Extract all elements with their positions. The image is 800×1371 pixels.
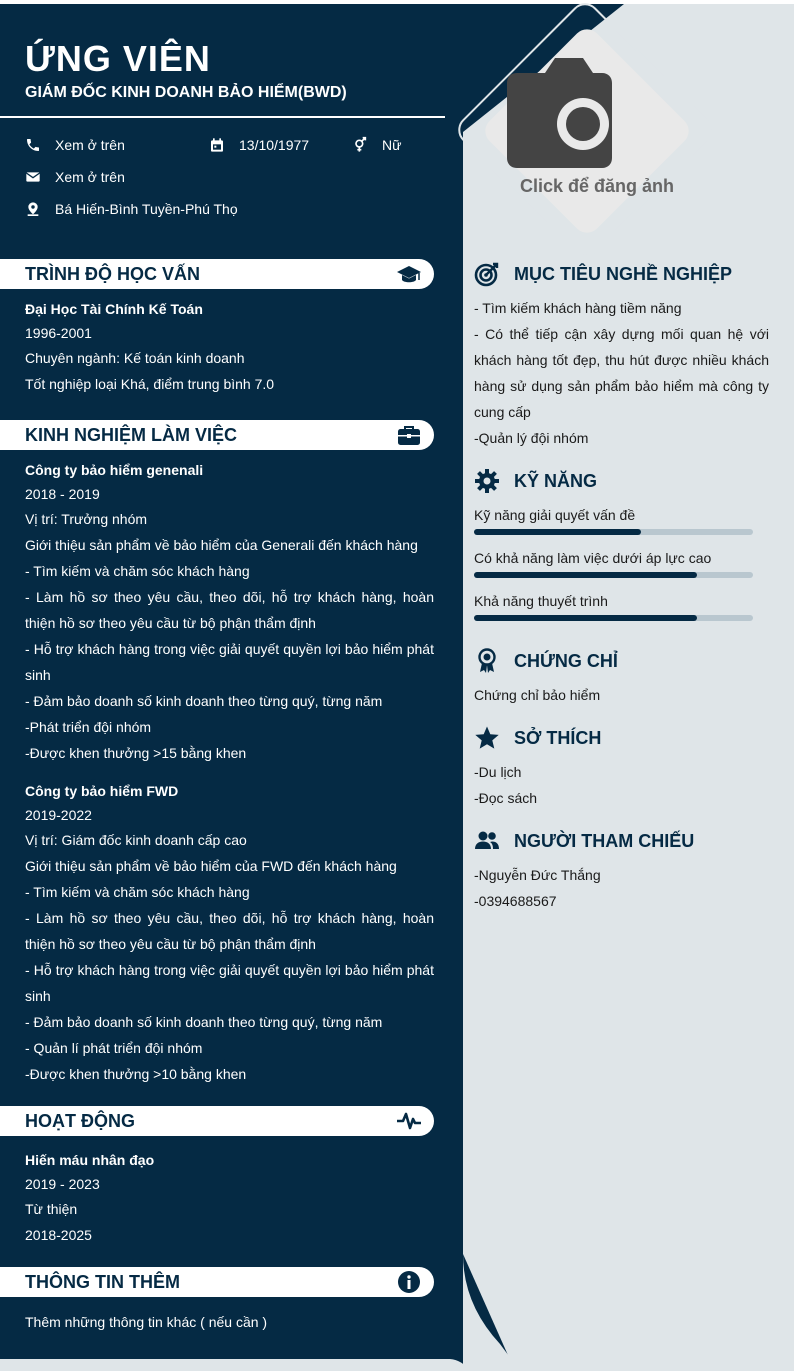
skill-name: Kỹ năng giải quyết vấn đề — [474, 507, 636, 523]
job-line: - Hỗ trợ khách hàng trong việc giải quyết quyền lợi bảo hiểm phát sinh — [25, 641, 434, 683]
gender-value: Nữ — [382, 137, 402, 153]
activity-item-years: 2018-2025 — [25, 1227, 92, 1243]
email-value: Xem ở trên — [55, 169, 125, 185]
pulse-icon — [396, 1109, 422, 1133]
hobbies-title: SỞ THÍCH — [514, 727, 602, 748]
job-line: Giới thiệu sản phẩm về bảo hiểm của FWD đến khách hàng — [25, 858, 397, 874]
hobby-item: -Du lịch — [474, 764, 522, 780]
education-years: 1996-2001 — [25, 325, 92, 341]
job-position: Vị trí: Trưởng nhóm — [25, 511, 148, 527]
certificates-header — [474, 648, 618, 674]
info-icon — [396, 1270, 422, 1294]
skill-name: Khả năng thuyết trình — [474, 593, 608, 609]
activity-item: Từ thiện — [25, 1201, 78, 1217]
award-icon — [474, 648, 500, 674]
photo-caption[interactable]: Click để đăng ảnh — [520, 176, 675, 196]
skill-bar — [474, 529, 753, 535]
skill-bar — [474, 572, 753, 578]
birthdate-value: 13/10/1977 — [239, 137, 310, 153]
job-line: -Được khen thưởng >15 bằng khen — [25, 745, 247, 761]
candidate-name: ỨNG VIÊN — [25, 38, 211, 79]
certificates-title: CHỨNG CHỈ — [514, 650, 618, 671]
job-line: -Phát triển đội nhóm — [25, 719, 152, 735]
gender-icon — [352, 137, 368, 153]
additional-header — [0, 1267, 434, 1297]
header-divider — [0, 116, 445, 118]
contact-address — [25, 201, 238, 217]
cv-page — [0, 4, 794, 1371]
experience-header — [0, 420, 434, 450]
users-icon — [474, 828, 500, 854]
skill-name: Có khả năng làm việc dưới áp lực cao — [474, 550, 712, 566]
objective-line: -Quản lý đội nhóm — [474, 430, 589, 446]
activity-name: Hiến máu nhân đạo — [25, 1152, 155, 1168]
camera-icon — [507, 58, 612, 168]
objective-line: - Có thể tiếp cận xây dựng mối quan hệ với khách hàng tốt đẹp, thu hút được nhiều khách hàng sử dụng sản phẩm bảo hiểm mà công ty cung cấp — [474, 326, 769, 420]
hobbies-header — [474, 725, 601, 751]
job-line: - Làm hồ sơ theo yêu cầu, theo dõi, hỗ trợ khách hàng, hoàn thiện hồ sơ theo yêu cầu từ bộ phận thẩm định — [25, 589, 434, 631]
avatar-upload[interactable] — [480, 24, 694, 238]
skills-title: KỸ NĂNG — [514, 470, 598, 491]
job-description — [25, 532, 434, 766]
job-line: - Đảm bảo doanh số kinh doanh theo từng quý, từng năm — [25, 693, 383, 709]
skills-header — [474, 468, 597, 494]
contact-birthdate — [209, 137, 309, 153]
objective-title: MỤC TIÊU NGHỀ NGHIỆP — [514, 263, 733, 284]
address-value: Bá Hiến-Bình Tuyền-Phú Thọ — [55, 201, 238, 217]
job-line: Giới thiệu sản phẩm về bảo hiểm của Generali đến khách hàng — [25, 537, 418, 553]
job-company: Công ty bảo hiểm genenali — [25, 462, 204, 478]
job-company: Công ty bảo hiểm FWD — [25, 783, 179, 799]
contact-phone — [25, 137, 125, 153]
references-title: NGƯỜI THAM CHIẾU — [514, 830, 695, 851]
references-header — [474, 828, 694, 854]
job-line: - Đảm bảo doanh số kinh doanh theo từng quý, từng năm — [25, 1014, 383, 1030]
job-years: 2019-2022 — [25, 807, 92, 823]
job-line: - Tìm kiếm và chăm sóc khách hàng — [25, 884, 250, 900]
graduation-cap-icon — [396, 262, 422, 286]
activity-years: 2019 - 2023 — [25, 1176, 100, 1192]
objective-header — [474, 261, 732, 287]
briefcase-icon — [396, 423, 422, 447]
star-icon — [474, 725, 500, 751]
gear-icon — [474, 468, 500, 494]
calendar-icon — [209, 137, 225, 153]
photo-placeholder — [480, 24, 694, 238]
contact-email — [25, 169, 125, 185]
target-icon — [474, 261, 500, 287]
job-line: - Quản lí phát triển đội nhóm — [25, 1040, 203, 1056]
job-line: - Tìm kiếm và chăm sóc khách hàng — [25, 563, 250, 579]
experience-title: KINH NGHIỆM LÀM VIỆC — [25, 425, 238, 445]
job-description — [25, 853, 434, 1087]
job-line: -Được khen thưởng >10 bằng khen — [25, 1066, 247, 1082]
education-grade: Tốt nghiệp loại Khá, điểm trung bình 7.0 — [25, 376, 275, 392]
education-major: Chuyên ngành: Kế toán kinh doanh — [25, 350, 245, 366]
skill-bar-fill — [474, 572, 697, 578]
skill-bar-fill — [474, 615, 697, 621]
objective-line: - Tìm kiếm khách hàng tiềm năng — [474, 300, 682, 316]
job-position: Vị trí: Giám đốc kinh doanh cấp cao — [25, 832, 247, 848]
job-line: - Làm hồ sơ theo yêu cầu, theo dõi, hỗ trợ khách hàng, hoàn thiện hồ sơ theo yêu cầu từ bộ phận thẩm định — [25, 910, 434, 952]
location-icon — [25, 201, 41, 217]
job-line: - Hỗ trợ khách hàng trong việc giải quyết quyền lợi bảo hiểm phát sinh — [25, 962, 434, 1004]
education-school: Đại Học Tài Chính Kế Toán — [25, 301, 203, 317]
job-years: 2018 - 2019 — [25, 486, 100, 502]
phone-value: Xem ở trên — [55, 137, 125, 153]
email-icon — [25, 169, 41, 185]
job-title: GIÁM ĐỐC KINH DOANH BẢO HIỂM(BWD) — [25, 84, 347, 101]
certificate-item: Chứng chỉ bảo hiểm — [474, 687, 601, 703]
education-title: TRÌNH ĐỘ HỌC VẤN — [25, 264, 200, 284]
hobby-item: -Đọc sách — [474, 790, 538, 806]
reference-phone: -0394688567 — [474, 893, 557, 909]
additional-text: Thêm những thông tin khác ( nếu cần ) — [25, 1314, 268, 1330]
additional-title: THÔNG TIN THÊM — [25, 1272, 180, 1292]
activities-header — [0, 1106, 434, 1136]
phone-icon — [25, 137, 41, 153]
skill-bar — [474, 615, 753, 621]
reference-name: -Nguyễn Đức Thắng — [474, 867, 601, 883]
education-header — [0, 259, 434, 289]
skill-bar-fill — [474, 529, 641, 535]
activities-title: HOẠT ĐỘNG — [25, 1111, 135, 1131]
contact-gender — [352, 137, 401, 153]
